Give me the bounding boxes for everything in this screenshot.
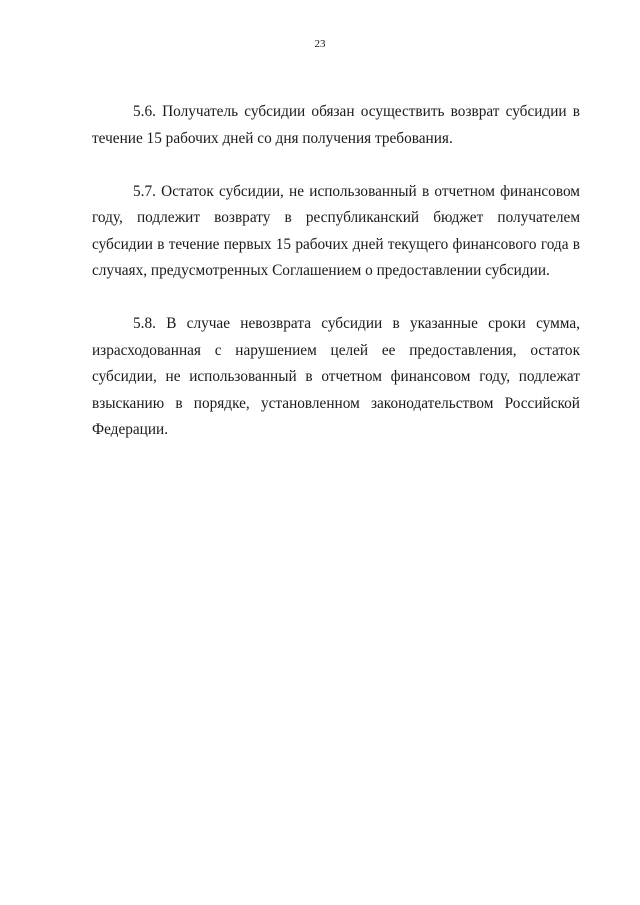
document-body xyxy=(92,99,580,444)
paragraph-5-6: 5.6. Получатель субсидии обязан осуществить возврат субсидии в течение 15 рабочих дней со дня получения требования. xyxy=(92,103,580,147)
paragraph-5-7: 5.7. Остаток субсидии, не использованный в отчетном финансовом году, подлежит возврату в республиканский бюджет получателем субсидии в течение первых 15 рабочих дней текущего финансового года в случаях, предусмотренных Соглашением о предоставлении субсидии. xyxy=(92,182,580,279)
page-number: 23 xyxy=(314,38,326,50)
paragraph-5-8: 5.8. В случае невозврата субсидии в указанные сроки сумма, израсходованная с нарушением целей ее предоставления, остаток субсидии, не использованный в отчетном финансовом году, подлежат взысканию в порядке, установленном законодательством Российской Федерации. xyxy=(92,315,580,438)
